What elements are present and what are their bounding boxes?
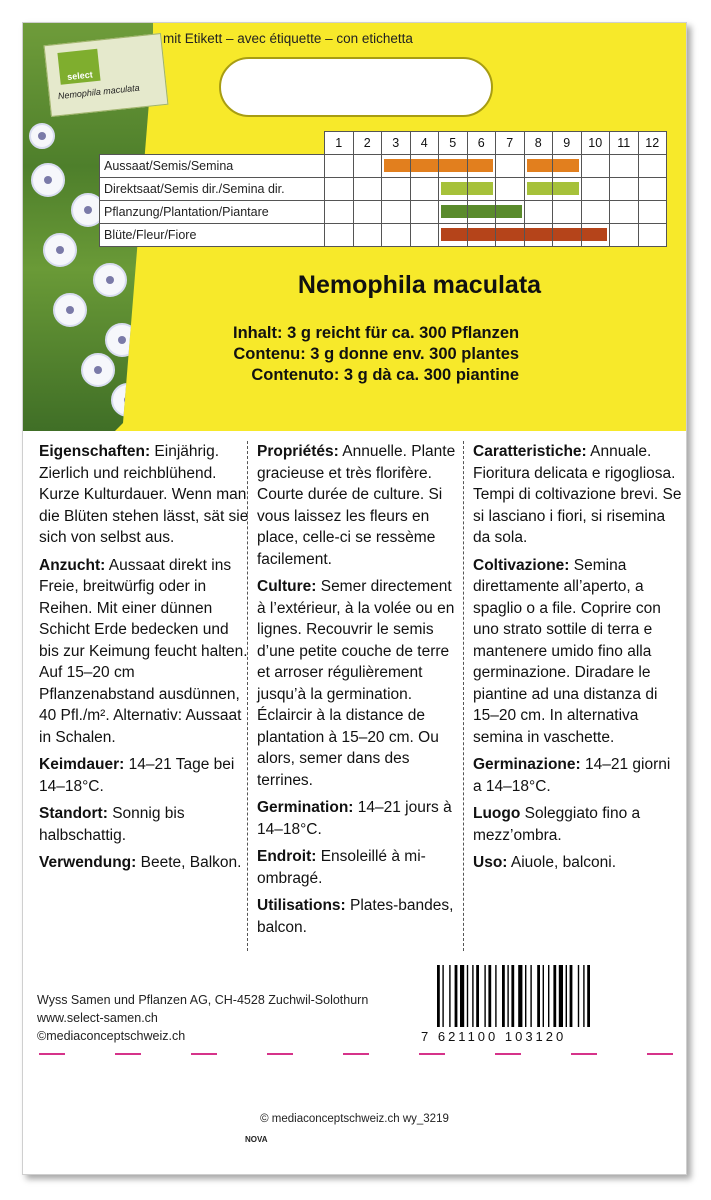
heading-germination: Germination:: [257, 799, 354, 816]
calendar-cell: [439, 201, 468, 224]
barcode-bar: [467, 965, 468, 1027]
barcode-bar: [488, 965, 491, 1027]
calendar-cell: [382, 224, 411, 247]
flower-image: [43, 233, 77, 267]
calendar-period-bar: [468, 182, 494, 195]
heading-proprietes: Propriétés:: [257, 443, 339, 460]
barcode-bar: [518, 965, 522, 1027]
calendar-cell: [439, 224, 468, 247]
calendar-cell: [610, 155, 639, 178]
hang-hole: [219, 57, 493, 117]
sowing-calendar: [99, 131, 667, 247]
calendar-cell: [353, 201, 382, 224]
calendar-period-bar: [441, 228, 467, 241]
calendar-cell: [581, 201, 610, 224]
text-anzucht: Aussaat direkt ins Freie, breitwürfig oder in Reihen. Mit einer dünnen Schicht Erde bedecken und bis zur Keimung feucht halten. Auf 15–20 cm Pflanzenabstand ausdünnen, 40 Pfl./m². Alternativ: Aussaat in Schalen.: [39, 556, 248, 746]
text-culture: Semer directement à l’extérieur, à la volée ou en lignes. Recouvrir le semis d’une petite couche de terre et arroser régulièrement jusqu’à la germination. Éclaircir à la distance de plantation à 15–20 cm. Ou alors, semer dans des terrines.: [257, 578, 455, 789]
calendar-cell: [581, 178, 610, 201]
heading-luogo: Luogo: [473, 805, 521, 822]
barcode-bar: [507, 965, 508, 1027]
heading-verwendung: Verwendung:: [39, 854, 137, 871]
calendar-period-bar: [468, 205, 496, 218]
heading-eigenschaften: Eigenschaften:: [39, 443, 151, 460]
barcode-bar: [553, 965, 556, 1027]
calendar-cell: [610, 224, 639, 247]
barcode-bar: [502, 965, 505, 1027]
barcode-bar: [543, 965, 544, 1027]
barcode-bar: [455, 965, 458, 1027]
calendar-row: [100, 178, 667, 201]
calendar-cell: [638, 201, 667, 224]
calendar-cell: [410, 201, 439, 224]
calendar-corner: [100, 132, 325, 155]
flower-image: [81, 353, 115, 387]
text-eigenschaften: Einjährig. Zierlich und reichblühend. Kurze Kulturdauer. Wenn man die Blüten stehen lässt, sät sie sich von selbst aus.: [39, 443, 249, 546]
seed-packet-back: [22, 22, 687, 1175]
calendar-period-bar: [384, 159, 410, 172]
calendar-cell: [382, 155, 411, 178]
flower-image: [29, 123, 55, 149]
company-website: www.select-samen.ch: [37, 1011, 158, 1025]
contents-block: [233, 323, 519, 386]
calendar-period-bar: [496, 205, 522, 218]
calendar-cell: [638, 155, 667, 178]
heading-keimdauer: Keimdauer:: [39, 756, 125, 773]
calendar-cell: [439, 178, 468, 201]
calendar-cell: [353, 155, 382, 178]
calendar-cell: [581, 224, 610, 247]
barcode-bar: [437, 965, 440, 1027]
cut-line-dash: [419, 1053, 445, 1055]
text-keimdauer: 14–21 Tage bei 14–18°C.: [39, 756, 235, 795]
product-title: Nemophila maculata: [297, 271, 542, 299]
bottom-copyright: © mediaconceptschweiz.ch wy_3219: [260, 1113, 449, 1125]
text-verwendung: Beete, Balkon.: [136, 854, 242, 871]
calendar-row-label: Aussaat/Semis/Semina: [100, 155, 325, 178]
calendar-cell: [353, 224, 382, 247]
heading-germinazione: Germinazione:: [473, 756, 581, 773]
label-note: mit Etikett – avec étiquette – con etichetta: [163, 31, 413, 46]
calendar-month-header: 6: [467, 132, 496, 155]
text-coltivazione: Semina direttamente all’aperto, a spaglio o a file. Coprire con uno strato sottile di terra e mantenere umido fino alla germinazione. Diradare le piantine ad una distanza di 15–20 cm. In alternativa semina in vaschette.: [473, 556, 661, 746]
barcode-bar: [525, 965, 526, 1027]
cut-line-dash: [571, 1053, 597, 1055]
calendar-cell: [524, 178, 553, 201]
barcode-number: 7 621100 103120: [421, 1029, 567, 1044]
column-divider: [463, 441, 464, 951]
calendar-month-header: 1: [325, 132, 354, 155]
cut-line-dash: [115, 1053, 141, 1055]
cut-line-dash: [191, 1053, 217, 1055]
calendar-cell: [496, 178, 525, 201]
calendar-period-bar: [468, 159, 494, 172]
calendar-cell: [524, 201, 553, 224]
content-de: Inhalt: 3 g reicht für ca. 300 Pflanzen: [233, 324, 520, 342]
barcode-bar: [583, 965, 584, 1027]
calendar-cell: [638, 224, 667, 247]
barcode-bar: [442, 965, 443, 1027]
text-germinazione: 14–21 giorni a 14–18°C.: [473, 756, 671, 795]
text-endroit: Ensoleillé à mi-ombragé.: [257, 848, 426, 887]
heading-caratteristiche: Caratteristiche:: [473, 443, 587, 460]
calendar-cell: [325, 224, 354, 247]
text-proprietes: Annuelle. Plante gracieuse et très florifère. Courte durée de culture. Si vous laissez les fleurs en place, celle-ci se ressème facilement.: [257, 443, 456, 568]
barcode-bar: [495, 965, 496, 1027]
barcode-bar: [548, 965, 549, 1027]
barcode-bar: [559, 965, 563, 1027]
calendar-period-bar: [582, 228, 608, 241]
calendar-row: [100, 155, 667, 178]
calendar-cell: [325, 201, 354, 224]
calendar-cell: [410, 178, 439, 201]
text-standort: Sonnig bis halbschattig.: [39, 805, 185, 844]
barcode-bar: [587, 965, 590, 1027]
calendar-period-bar: [527, 159, 553, 172]
barcode-bar: [476, 965, 479, 1027]
barcode-bar: [570, 965, 573, 1027]
calendar-cell: [439, 155, 468, 178]
column-italian: [473, 441, 683, 880]
company-address: Wyss Samen und Pflanzen AG, CH-4528 Zuchwil-Solothurn: [37, 993, 369, 1007]
calendar-cell: [382, 178, 411, 201]
flower-image: [31, 163, 65, 197]
calendar-cell: [467, 155, 496, 178]
plant-label-tag: [44, 33, 169, 117]
instructions-section: [23, 431, 686, 961]
calendar-row: [100, 224, 667, 247]
cut-line-dash: [39, 1053, 65, 1055]
calendar-month-header: 5: [439, 132, 468, 155]
heading-standort: Standort:: [39, 805, 108, 822]
calendar-cell: [581, 155, 610, 178]
calendar-period-bar: [553, 228, 581, 241]
calendar-month-header: 10: [581, 132, 610, 155]
barcode-bar: [566, 965, 567, 1027]
calendar-period-bar: [527, 182, 553, 195]
cut-line-dash: [495, 1053, 521, 1055]
cut-line-dash: [343, 1053, 369, 1055]
barcode-bar: [511, 965, 514, 1027]
calendar-month-header: 12: [638, 132, 667, 155]
heading-coltivazione: Coltivazione:: [473, 556, 570, 574]
calendar-period-bar: [496, 228, 524, 241]
barcode-bar: [460, 965, 464, 1027]
calendar-cell: [553, 155, 582, 178]
text-caratteristiche: Annuale. Fioritura delicata e rigogliosa. Tempi di coltivazione brevi. Se si lasciano i fiori, si risemina da sola.: [473, 443, 682, 546]
calendar-cell: [325, 155, 354, 178]
heading-anzucht: Anzucht:: [39, 556, 106, 574]
calendar-period-bar: [525, 228, 553, 241]
barcode-bar: [484, 965, 485, 1027]
content-it: Contenuto: 3 g dà ca. 300 piantine: [251, 366, 520, 384]
calendar-cell: [553, 201, 582, 224]
calendar-period-bar: [441, 205, 467, 218]
calendar-cell: [553, 178, 582, 201]
calendar-cell: [553, 224, 582, 247]
calendar-cell: [610, 178, 639, 201]
calendar-cell: [467, 201, 496, 224]
calendar-month-header: 3: [382, 132, 411, 155]
calendar-month-header: 7: [496, 132, 525, 155]
heading-endroit: Endroit:: [257, 848, 317, 865]
barcode-bar: [449, 965, 450, 1027]
text-uso: Aiuole, balconi.: [507, 854, 617, 871]
heading-culture: Culture:: [257, 578, 317, 595]
calendar-period-bar: [439, 159, 467, 172]
heading-uso: Uso:: [473, 854, 508, 871]
calendar-row-label: Pflanzung/Plantation/Piantare: [100, 201, 325, 224]
content-fr: Contenu: 3 g donne env. 300 plantes: [233, 345, 520, 363]
heading-utilisations: Utilisations:: [257, 897, 346, 914]
calendar-period-bar: [553, 159, 579, 172]
calendar-cell: [410, 224, 439, 247]
calendar-cell: [496, 224, 525, 247]
calendar-month-header: 9: [553, 132, 582, 155]
calendar-cell: [524, 155, 553, 178]
cut-line-dash: [647, 1053, 673, 1055]
calendar-row-label: Blüte/Fleur/Fiore: [100, 224, 325, 247]
copyright-note: ©mediaconceptschweiz.ch: [37, 1029, 186, 1043]
text-utilisations: Plates-bandes, balcon.: [257, 897, 454, 936]
nova-logo: NOVA: [245, 1135, 268, 1144]
cut-line: [23, 1053, 686, 1055]
calendar-cell: [382, 201, 411, 224]
column-german: [39, 441, 249, 880]
calendar-cell: [410, 155, 439, 178]
calendar-cell: [638, 178, 667, 201]
calendar-month-header: 4: [410, 132, 439, 155]
barcode-bar: [578, 965, 579, 1027]
calendar-row-label: Direktsaat/Semis dir./Semina dir.: [100, 178, 325, 201]
barcode-bar: [472, 965, 473, 1027]
barcode-bar: [537, 965, 540, 1027]
calendar-cell: [325, 178, 354, 201]
calendar-period-bar: [468, 228, 496, 241]
text-germination: 14–21 jours à 14–18°C.: [257, 799, 452, 838]
calendar-cell: [467, 178, 496, 201]
calendar-cell: [353, 178, 382, 201]
select-logo: select: [57, 49, 100, 85]
calendar-cell: [496, 155, 525, 178]
calendar-period-bar: [441, 182, 467, 195]
barcode-bar: [530, 965, 531, 1027]
column-divider: [247, 441, 248, 951]
calendar-cell: [610, 201, 639, 224]
calendar-month-header: 2: [353, 132, 382, 155]
company-imprint: [37, 991, 368, 1045]
calendar-period-bar: [411, 159, 439, 172]
label-plant-name: Nemophila maculata: [57, 82, 141, 102]
calendar-cell: [524, 224, 553, 247]
calendar-period-bar: [553, 182, 579, 195]
calendar-cell: [496, 201, 525, 224]
calendar-month-header: 11: [610, 132, 639, 155]
cut-line-dash: [267, 1053, 293, 1055]
calendar-cell: [467, 224, 496, 247]
column-french: [257, 441, 463, 944]
calendar-row: [100, 201, 667, 224]
text-luogo: Soleggiato fino a mezz’ombra.: [473, 805, 641, 844]
calendar-month-header: 8: [524, 132, 553, 155]
